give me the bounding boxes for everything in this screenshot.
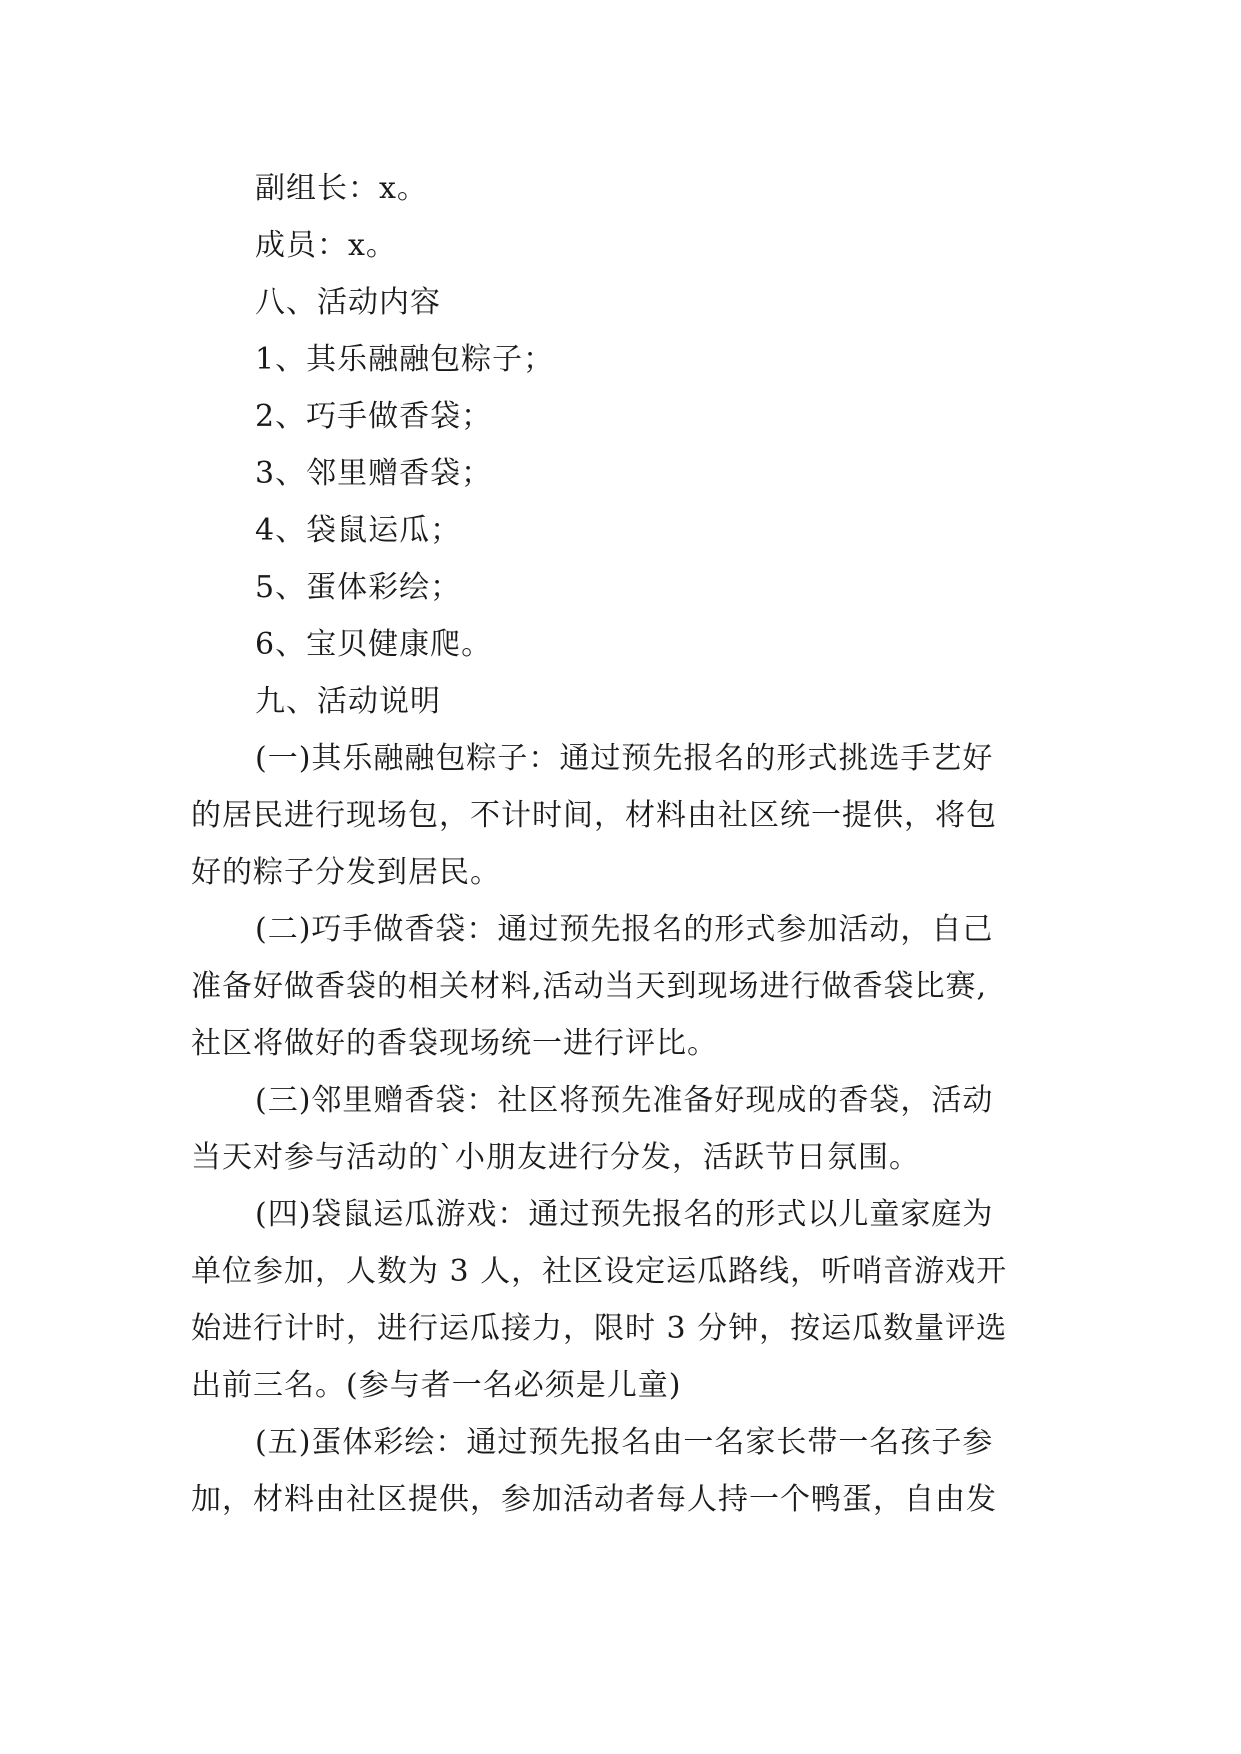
- activity-item-2: 2、巧手做香袋；: [255, 399, 493, 434]
- paragraph-1: [191, 730, 1051, 901]
- section-8-heading: 八、活动内容: [255, 285, 441, 320]
- paragraph-4-line-2: 单位参加，人数为 3 人，社区设定运瓜路线，听哨音游戏开: [191, 1254, 1008, 1289]
- members-line: 成员：x。: [255, 228, 397, 263]
- paragraph-4-line-1: (四)袋鼠运瓜游戏：通过预先报名的形式以儿童家庭为: [255, 1197, 994, 1232]
- activity-item-4: 4、袋鼠运瓜；: [255, 513, 462, 548]
- paragraph-2-line-2: 准备好做香袋的相关材料,活动当天到现场进行做香袋比赛,: [191, 969, 988, 1004]
- paragraph-5: [191, 1414, 1051, 1528]
- paragraph-2: [191, 901, 1051, 1072]
- paragraph-2-line-1: (二)巧手做香袋：通过预先报名的形式参加活动，自己: [255, 912, 994, 947]
- paragraph-3-line-1: (三)邻里赠香袋：社区将预先准备好现成的香袋，活动: [255, 1083, 994, 1118]
- document-body: [191, 160, 1051, 1528]
- activity-item-1: 1、其乐融融包粽子；: [255, 342, 555, 377]
- paragraph-3-line-2: 当天对参与活动的`小朋友进行分发，活跃节日氛围。: [191, 1140, 920, 1175]
- paragraph-1-line-3: 好的粽子分发到居民。: [191, 855, 501, 890]
- paragraph-4-line-4: 出前三名。(参与者一名必须是儿童): [191, 1368, 682, 1403]
- paragraph-5-line-1: (五)蛋体彩绘：通过预先报名由一名家长带一名孩子参: [255, 1425, 994, 1460]
- paragraph-5-line-2: 加，材料由社区提供，参加活动者每人持一个鸭蛋，自由发: [191, 1482, 997, 1517]
- section-9-heading: 九、活动说明: [255, 684, 441, 719]
- paragraph-4: [191, 1186, 1051, 1414]
- activity-item-5: 5、蛋体彩绘；: [255, 570, 462, 605]
- paragraph-4-line-3: 始进行计时，进行运瓜接力，限时 3 分钟，按运瓜数量评选: [191, 1311, 1008, 1346]
- paragraph-2-line-3: 社区将做好的香袋现场统一进行评比。: [191, 1026, 718, 1061]
- paragraph-3: [191, 1072, 1051, 1186]
- activity-item-6: 6、宝贝健康爬。: [255, 627, 493, 662]
- activity-item-3: 3、邻里赠香袋；: [255, 456, 493, 491]
- paragraph-1-line-1: (一)其乐融融包粽子：通过预先报名的形式挑选手艺好: [255, 741, 994, 776]
- vice-leader-line: 副组长：x。: [255, 171, 428, 206]
- paragraph-1-line-2: 的居民进行现场包，不计时间，材料由社区统一提供，将包: [191, 798, 997, 833]
